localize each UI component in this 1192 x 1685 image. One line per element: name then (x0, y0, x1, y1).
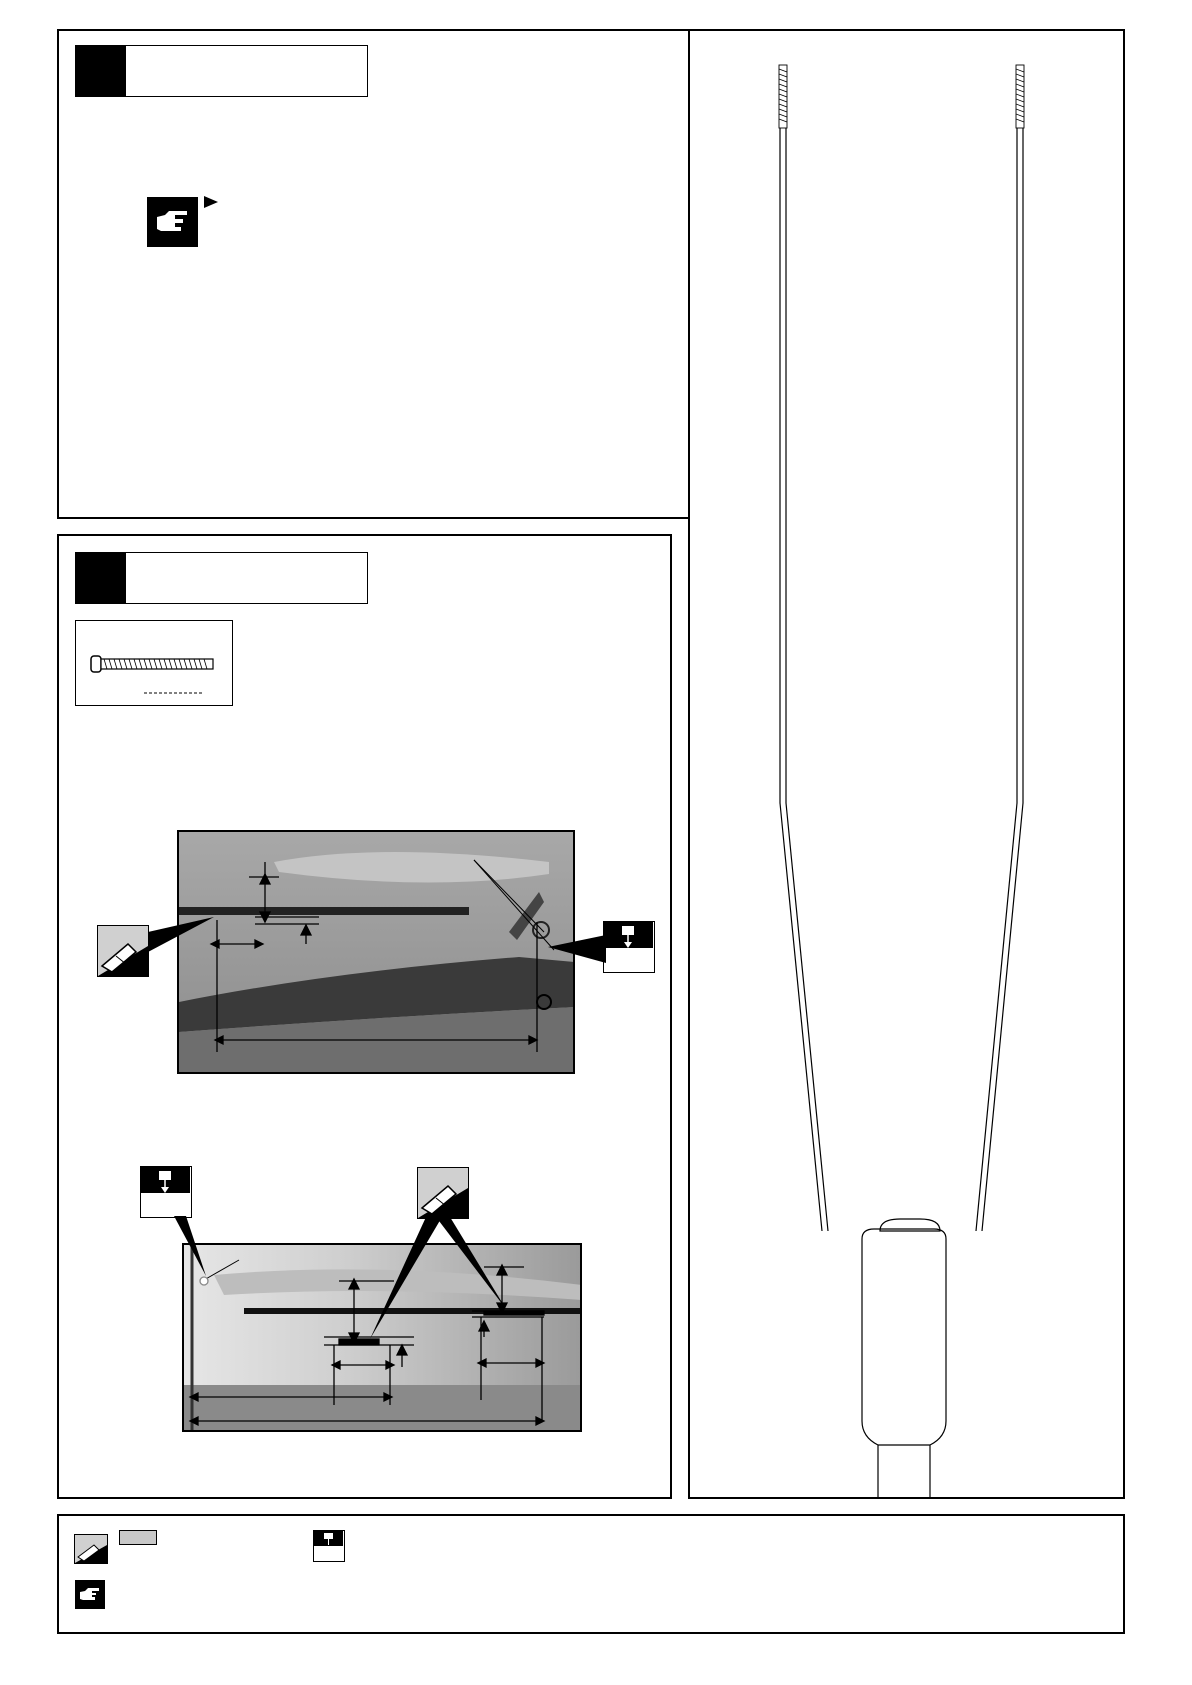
pointing-hand-icon (75, 1580, 105, 1609)
hobby-knife-icon (417, 1167, 469, 1219)
callout-pointer (358, 1217, 508, 1342)
step-title (126, 46, 367, 96)
hobby-knife-icon (97, 925, 149, 977)
step-header-top (75, 45, 368, 97)
panel-divider-left (57, 29, 59, 519)
drill-icon (313, 1530, 345, 1562)
hardware-box (75, 620, 233, 706)
pushrod-template-drawing (690, 31, 1123, 1497)
screw-icon (76, 621, 231, 704)
step-number (76, 553, 126, 603)
step-header-bottom (75, 552, 368, 604)
photo-stab-top (177, 830, 575, 1074)
step-title (126, 553, 367, 603)
top-left-panel (57, 29, 690, 519)
drill-icon (140, 1166, 192, 1218)
legend-panel (57, 1514, 1125, 1634)
drill-icon (603, 921, 655, 973)
pointing-hand-icon (147, 197, 198, 247)
panel-divider-horizontal (57, 517, 690, 519)
gray-swatch (119, 1530, 157, 1545)
callout-pointer (548, 935, 608, 975)
callout-pointer (170, 1216, 210, 1278)
triangle-right-icon (204, 196, 218, 208)
step-number (76, 46, 126, 96)
hobby-knife-icon (74, 1534, 108, 1564)
callout-pointer (148, 912, 218, 962)
